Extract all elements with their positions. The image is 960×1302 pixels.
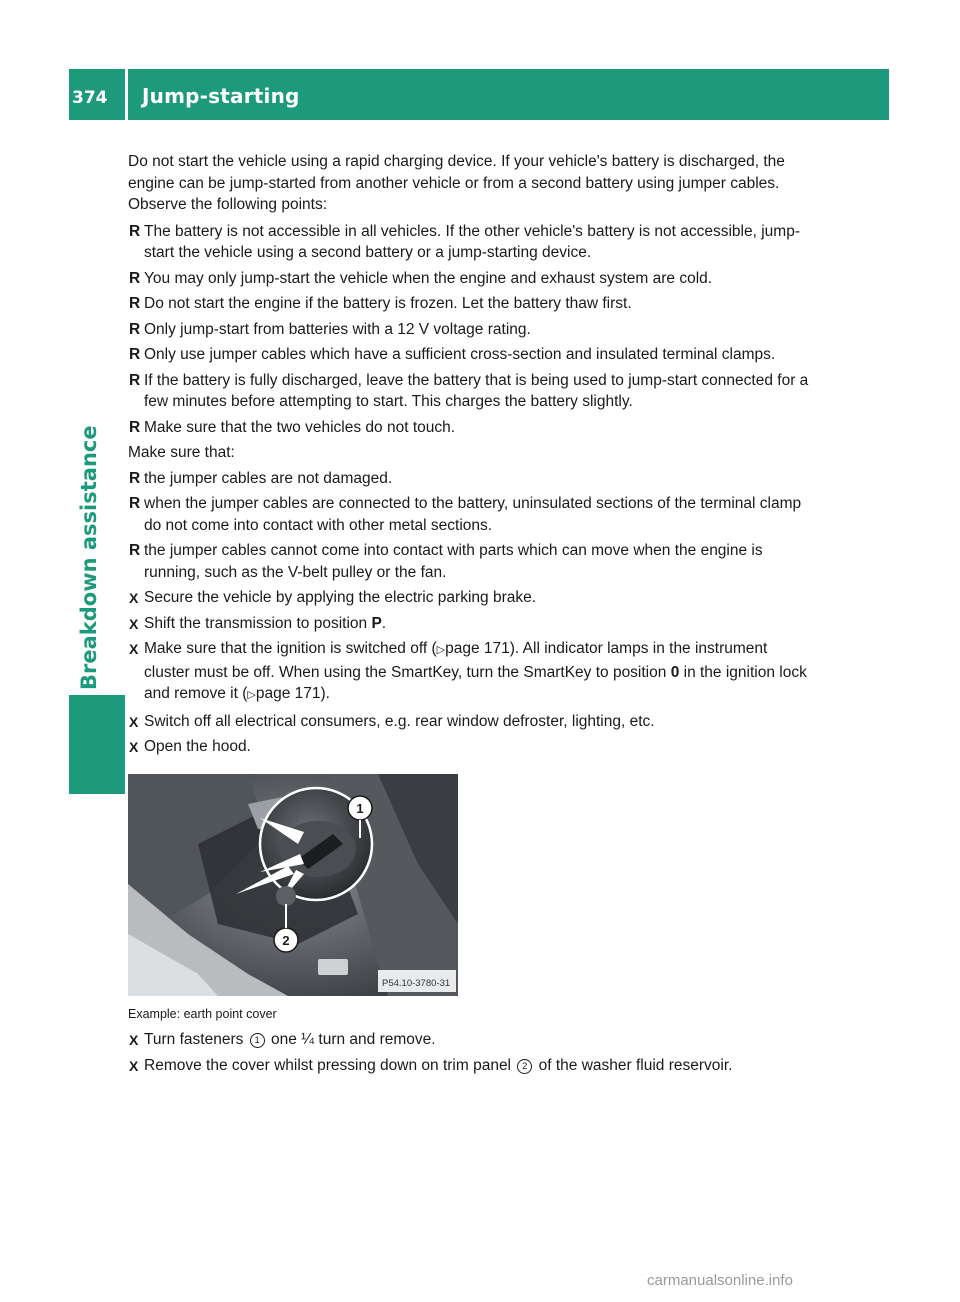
- page-number: 374: [72, 88, 108, 108]
- list-item: R Make sure that the two vehicles do not touch.: [129, 418, 456, 436]
- list-item: R Do not start the engine if the battery is frozen. Let the battery thaw first.: [129, 295, 632, 312]
- make-sure-list: [128, 468, 814, 584]
- steps-list: [128, 587, 814, 758]
- callout-1-ref: 1: [250, 1033, 265, 1048]
- list-item: R when the jumper cables are connected to the battery, uninsulated sections of the terminal clamp do not come into contact with other metal sections.: [129, 495, 802, 534]
- section-tab: [69, 695, 125, 794]
- main-content: [128, 151, 814, 1080]
- page-ref-arrow-icon: ▷: [247, 689, 256, 701]
- section-tab-label: Breakdown assistance: [77, 425, 101, 690]
- page-title: Jump-starting: [142, 84, 300, 108]
- fraction: ¼: [301, 1031, 315, 1048]
- callout-2: 2: [282, 932, 290, 948]
- callout-2-ref: 2: [517, 1059, 532, 1074]
- list-item: R Only jump-start from batteries with a 12 V voltage rating.: [129, 320, 531, 338]
- intro-paragraph: Do not start the vehicle using a rapid charging device. If your vehicle's battery is discharged, the engine can be jump-started from another vehicle or from a second battery using jumper cables. Observe the following points:: [128, 153, 785, 213]
- step-item: X Make sure that the ignition is switched off (▷page 171). All indicator lamps in the instrument cluster must be off. When using the SmartKey, turn the SmartKey to position 0 in the ignition lock and remove it (▷page 171).: [129, 640, 807, 702]
- step-item: X Open the hood.: [129, 738, 251, 755]
- make-sure-heading: Make sure that:: [128, 444, 235, 461]
- step-item: X Secure the vehicle by applying the electric parking brake.: [129, 589, 537, 606]
- figure-code: P54.10-3780-31: [382, 977, 451, 989]
- engine-bay-photo: [128, 774, 458, 996]
- list-item: R the jumper cables cannot come into contact with parts which can move when the engine is running, such as the V-belt pulley or the fan.: [129, 542, 763, 581]
- page-reference-link[interactable]: page 171: [255, 685, 321, 702]
- list-item: R You may only jump-start the vehicle when the engine and exhaust system are cold.: [129, 269, 713, 287]
- step-item: X Remove the cover whilst pressing down on trim panel 2 of the washer fluid reservoir.: [129, 1056, 733, 1074]
- step-item: X Switch off all electrical consumers, e.g. rear window defroster, lighting, etc.: [129, 712, 655, 730]
- list-item: R the jumper cables are not damaged.: [129, 469, 393, 487]
- page-ref-arrow-icon: ▷: [436, 644, 446, 656]
- list-item: R The battery is not accessible in all vehicles. If the other vehicle's battery is not accessible, jump-start the vehicle using a second battery or a jump-starting device.: [129, 222, 800, 261]
- final-steps-list: [128, 1029, 814, 1076]
- list-item: R If the battery is fully discharged, leave the battery that is being used to jump-start connected for a few minutes before attempting to start. This charges the battery slightly.: [129, 371, 809, 410]
- list-item: R Only use jumper cables which have a sufficient cross-section and insulated terminal clamps.: [129, 346, 776, 363]
- points-list: [128, 221, 814, 439]
- step-item: X Turn fasteners 1 one ¼ turn and remove.: [129, 1031, 436, 1048]
- figure-caption: Example: earth point cover: [128, 1006, 277, 1021]
- watermark: carmanualsonline.info: [647, 1272, 793, 1289]
- page-reference-link[interactable]: page 171: [445, 640, 510, 657]
- step-item: X Shift the transmission to position P.: [129, 614, 387, 632]
- callout-1: 1: [356, 800, 364, 816]
- engine-bay-illustration: [128, 774, 458, 996]
